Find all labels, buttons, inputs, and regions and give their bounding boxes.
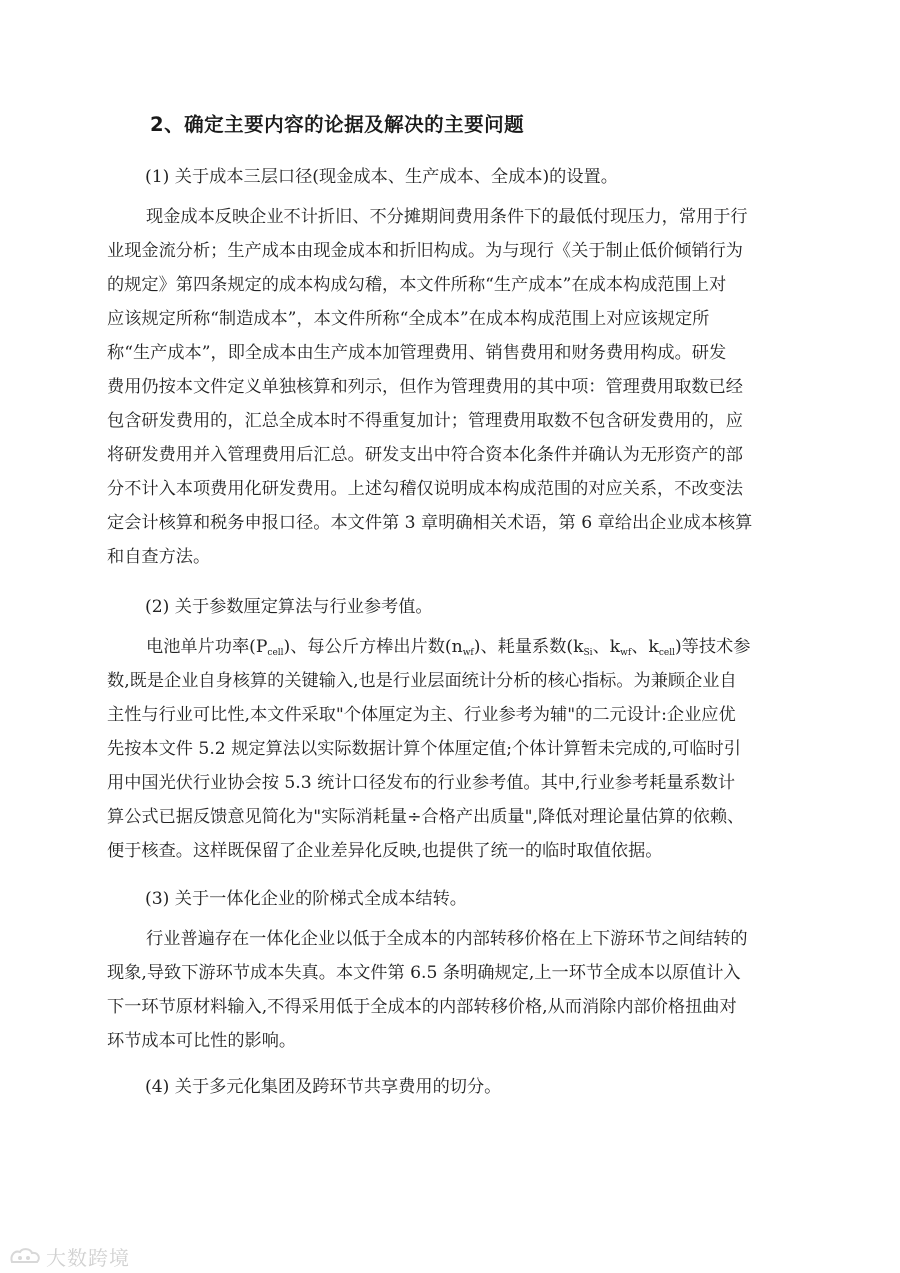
s1-line-1: 现金成本反映企业不计折旧、不分摊期间费用条件下的最低付现压力，常用于行: [146, 207, 748, 227]
s1-line-8: 将研发费用并入管理费用后汇总。研发支出中符合资本化条件并确认为无形资产的部: [107, 445, 743, 465]
s3-line-4: 环节成本可比性的影响。: [107, 1031, 297, 1051]
s1-line-10: 定会计核算和税务申报口径。本文件第 3 章明确相关术语，第 6 章给出企业成本核算: [107, 513, 753, 533]
s1-line-2: 业现金流分析；生产成本由现金成本和折旧构成。为与现行《关于制止低价倾销行为: [107, 241, 743, 261]
s1-line-5: 称“生产成本”，即全成本由生产成本加管理费用、销售费用和财务费用构成。研发: [107, 343, 727, 363]
s1-line-11: 和自查方法。: [107, 547, 211, 567]
watermark: [8, 1242, 130, 1271]
s2-line-7: 便于核查。这样既保留了企业差异化反映,也提供了统一的临时取值依据。: [107, 841, 663, 861]
s2-line-2: 数,既是企业自身核算的关键输入,也是行业层面统计分析的核心指标。为兼顾企业自: [107, 671, 737, 691]
watermark-text: 大数跨境: [46, 1246, 130, 1270]
s3-line-2: 现象,导致下游环节成本失真。本文件第 6.5 条明确规定,上一环节全成本以原值计入: [107, 963, 741, 983]
s2-line-3: 主性与行业可比性,本文件采取"个体厘定为主、行业参考为辅"的二元设计:企业应优: [107, 705, 736, 725]
subsection-4-title: (4) 关于多元化集团及跨环节共享费用的切分。: [145, 1077, 502, 1097]
subsection-1-title: (1) 关于成本三层口径(现金成本、生产成本、全成本)的设置。: [145, 167, 618, 187]
s2-line-4: 先按本文件 5.2 规定算法以实际数据计算个体厘定值;个体计算暂未完成的,可临时引: [107, 739, 741, 759]
s1-line-4: 应该规定所称“制造成本”，本文件所称“全成本”在成本构成范围上对应该规定所: [107, 309, 710, 329]
s2-line-5: 用中国光伏行业协会按 5.3 统计口径发布的行业参考值。其中,行业参考耗量系数计: [107, 773, 736, 793]
s3-line-3: 下一环节原材料输入,不得采用低于全成本的内部转移价格,从而消除内部价格扭曲对: [107, 997, 737, 1017]
s1-line-9: 分不计入本项费用化研发费用。上述勾稽仅说明成本构成范围的对应关系，不改变法: [107, 479, 743, 499]
watermark-logo-icon: [8, 1246, 42, 1268]
s1-line-7: 包含研发费用的，汇总全成本时不得重复加计；管理费用取数不包含研发费用的，应: [107, 411, 743, 431]
section-heading: 2、确定主要内容的论据及解决的主要问题: [150, 113, 525, 136]
s2-line-6: 算公式已据反馈意见简化为"实际消耗量÷合格产出质量",降低对理论量估算的依赖、: [107, 807, 745, 827]
subsection-3-title: (3) 关于一体化企业的阶梯式全成本结转。: [145, 889, 467, 909]
s2-line-1: 电池单片功率$(P_{cell})$、每公斤方棒出片数$(n_{wf})$、耗量系数($k_{Si}$、$k_{wf}$、$k_{cell}$)等技术参: [146, 637, 751, 658]
s3-line-1: 行业普遍存在一体化企业以低于全成本的内部转移价格在上下游环节之间结转的: [146, 929, 748, 949]
subsection-2-title: (2) 关于参数厘定算法与行业参考值。: [145, 597, 433, 617]
s1-line-6: 费用仍按本文件定义单独核算和列示，但作为管理费用的其中项：管理费用取数已经: [107, 377, 743, 397]
s1-line-3: 的规定》第四条规定的成本构成勾稽，本文件所称“生产成本”在成本构成范围上对: [107, 275, 727, 295]
